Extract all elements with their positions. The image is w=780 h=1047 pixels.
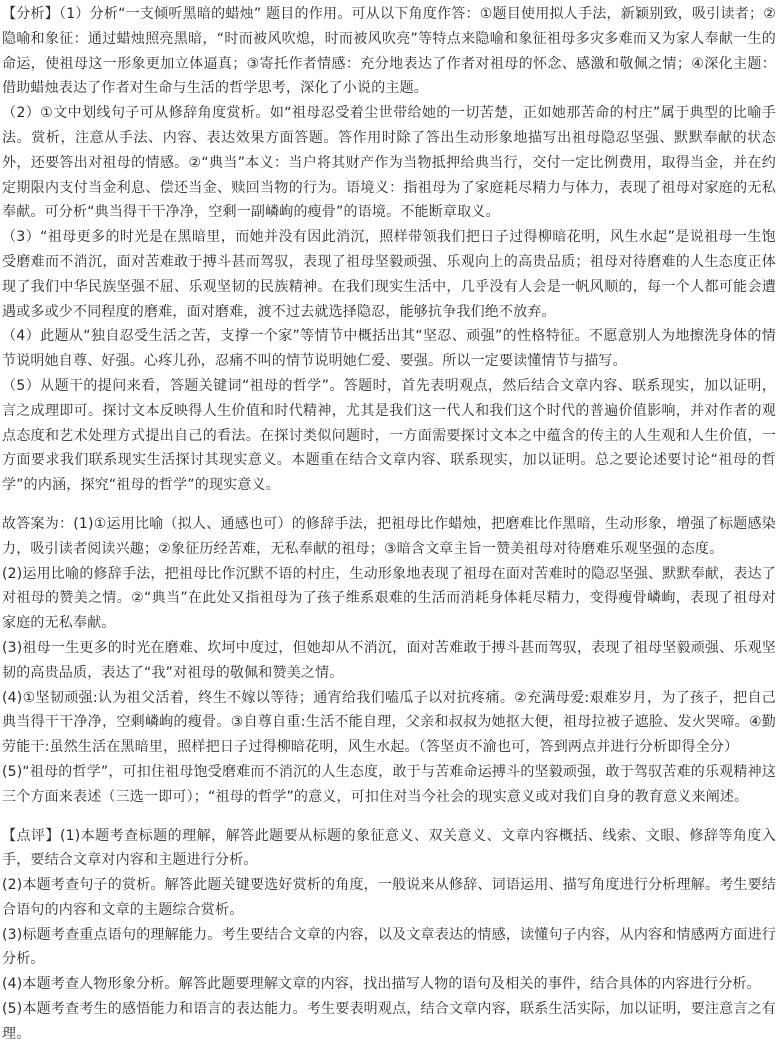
answer-paragraph-3: (3)祖母一生更多的时光在磨难、坎坷中度过，但她却从不消沉，面对苦难敢于搏斗甚而驾驭，表现了祖母坚毅顽强、乐观坚韧的高贵品质，表达了“我”对祖母的敬佩和赞美之情。 — [2, 639, 776, 681]
analysis-paragraph-2: （2）①文中划线句子可从修辞角度赏析。如“祖母忍受着尘世带给她的一切苦楚，正如她那苦命的村庄”属于典型的比喻手法。赏析，注意从手法、内容、表达效果方面答题。答作用时除了答出生动形象地描写出祖母隐忍坚强、默默奉献的状态外，还要答出对祖母的情感。②“典当”本义：当户将其财产作为当物抵押给典当行，交付一定比例费用，取得当金，并在约定期限内支付当金利息、偿还当金、赎回当物的行为。语境义：指祖母为了家庭耗尽精力与体力，表现了祖母对家庭的无私奉献。可分析“典当得干干净净，空剩一副嶙峋的瘦骨”的语境。不能断章取义。 — [2, 105, 776, 221]
analysis-paragraph-4: （4）此题从“独自忍受生活之苦，支撑一个家”等情节中概括出其“坚忍、顽强”的性格特征。不愿意别人为地擦洗身体的情节说明她自尊、好强。心疼儿孙，忍痛不叫的情节说明她仁爱、要强。所以一定要读懂情节与描写。 — [2, 328, 776, 370]
analysis-paragraph-1: 【分析】（1）分析“一支倾听黑暗的蜡烛” 题目的作用。可从以下角度作答：①题目使用拟人手法，新颖别致，吸引读者；②隐喻和象征：通过蜡烛照亮黑暗，“时而被风吹熄，时而被风吹亮”等特点来隐喻和象征祖母多灾多难而又为家人奉献一生的命运，使祖母这一形象更加立体逼真；③寄托作者情感：充分地表达了作者对祖母的怀念、感激和敬佩之情；④深化主题：借助蜡烛表达了作者对生命与生活的哲学思考，深化了小说的主题。 — [2, 6, 776, 97]
answer-paragraph-2: (2)运用比喻的修辞手法，把祖母比作沉默不语的村庄，生动形象地表现了祖母在面对苦难时的隐忍坚强、默默奉献，表达了对祖母的赞美之情。②“典当”在此处又指祖母为了孩子维系艰难的生活而消耗身体耗尽精力，变得瘦骨嶙峋，表现了祖母对家庭的无私奉献。 — [2, 565, 776, 632]
analysis-paragraph-3: （3）“祖母更多的时光是在黑暗里，而她并没有因此消沉，照样带领我们把日子过得柳暗花明，风生水起”是说祖母一生饱受磨难而不消沉，面对苦难敢于搏斗甚而驾驭，表现了祖母坚毅顽强、乐观向上的高贵品质；祖母对待磨难的人生态度正体现了我们中华民族坚强不屈、乐观坚韧的民族精神。在我们现实生活中，几乎没有人会是一帆风顺的，每一个人都可能会遭遇或多或少不同程度的磨难，面对磨难，渡不过去就选择隐忍，能够抗争我们绝不放弃。 — [2, 229, 776, 320]
answer-paragraph-5: (5)“祖母的哲学”，可扣住祖母饱受磨难而不消沉的人生态度，敢于与苦难命运搏斗的坚毅顽强，敢于驾驭苦难的乐观精神这三个方面来表述（三选一即可）；“祖母的哲学”的意义，可扣住对当今社会的现实意义或对我们自身的教育意义来阐述。 — [2, 763, 776, 805]
answer-paragraph-4: (4)①坚韧顽强:认为祖父活着，终生不嫁以等待；通宵给我们嗑瓜子以对抗疼痛。②充满母爱:艰难岁月，为了孩子，把自己典当得干干净净，空剩嶙峋的瘦骨。③自尊自重:生活不能自理，父亲和叔叔为她抠大便，祖母拉被子遮脸、发火哭啼。④勤劳能干:虽然生活在黑暗里，照样把日子过得柳暗花明，风生水起。（答坚贞不渝也可，答到两点并进行分析即得全分） — [2, 689, 776, 756]
analysis-paragraph-5: （5）从题干的提问来看，答题关键词“祖母的哲学”。答题时，首先表明观点，然后结合文章内容、联系现实，加以证明，言之成理即可。探讨文本反映得人生价值和时代精神，尤其是我们这一代人和我们这个时代的普遍价值影响，并对作者的观点态度和艺术处理方式提出自己的看法。在探讨类似问题时，一方面需要探讨文本之中蕴含的传主的人生观和人生价值，一方面要求我们联系现实生活探讨其现实意义。本题重在结合文章内容、联系现实，加以证明。总之要论述要讨论“祖母的哲学”的内涵，探究“祖母的哲学”的现实意义。 — [2, 377, 776, 494]
comment-paragraph-5: (5)本题考查考生的感悟能力和语言的表达能力。考生要表明观点，结合文章内容，联系生活实际，加以证明，要注意言之有理。 — [2, 1001, 776, 1042]
comment-paragraph-2: (2)本题考查句子的赏析。解答此题关键要选好赏析的角度，一般说来从修辞、词语运用、描写角度进行分析理解。考生要结合语句的内容和文章的主题综合赏析。 — [2, 877, 776, 918]
comment-section — [2, 824, 776, 1047]
answer-section — [2, 512, 776, 810]
analysis-section — [2, 2, 776, 498]
comment-paragraph-1: 【点评】(1)本题考查标题的理解，解答此题要从标题的象征意义、双关意义、文章内容概括、线索、文眼、修辞等角度入手，要结合文章对内容和主题进行分析。 — [2, 827, 776, 869]
answer-paragraph-1: 故答案为：(1)①运用比喻（拟人、通感也可）的修辞手法，把祖母比作蜡烛，把磨难比作黑暗，生动形象，增强了标题感染力，吸引读者阅读兴趣；②象征历经苦难，无私奉献的祖母；③暗含文章主旨一赞美祖母对待磨难乐观坚强的态度。 — [2, 515, 776, 557]
comment-paragraph-4: (4)本题考查人物形象分析。解答此题要理解文章的内容，找出描写人物的语句及相关的事件，结合具体的内容进行分析。 — [2, 976, 761, 993]
comment-paragraph-3: (3)标题考查重点语句的理解能力。考生要结合文章的内容，以及文章表达的情感，读懂句子内容，从内容和情感两方面进行分析。 — [2, 926, 776, 968]
